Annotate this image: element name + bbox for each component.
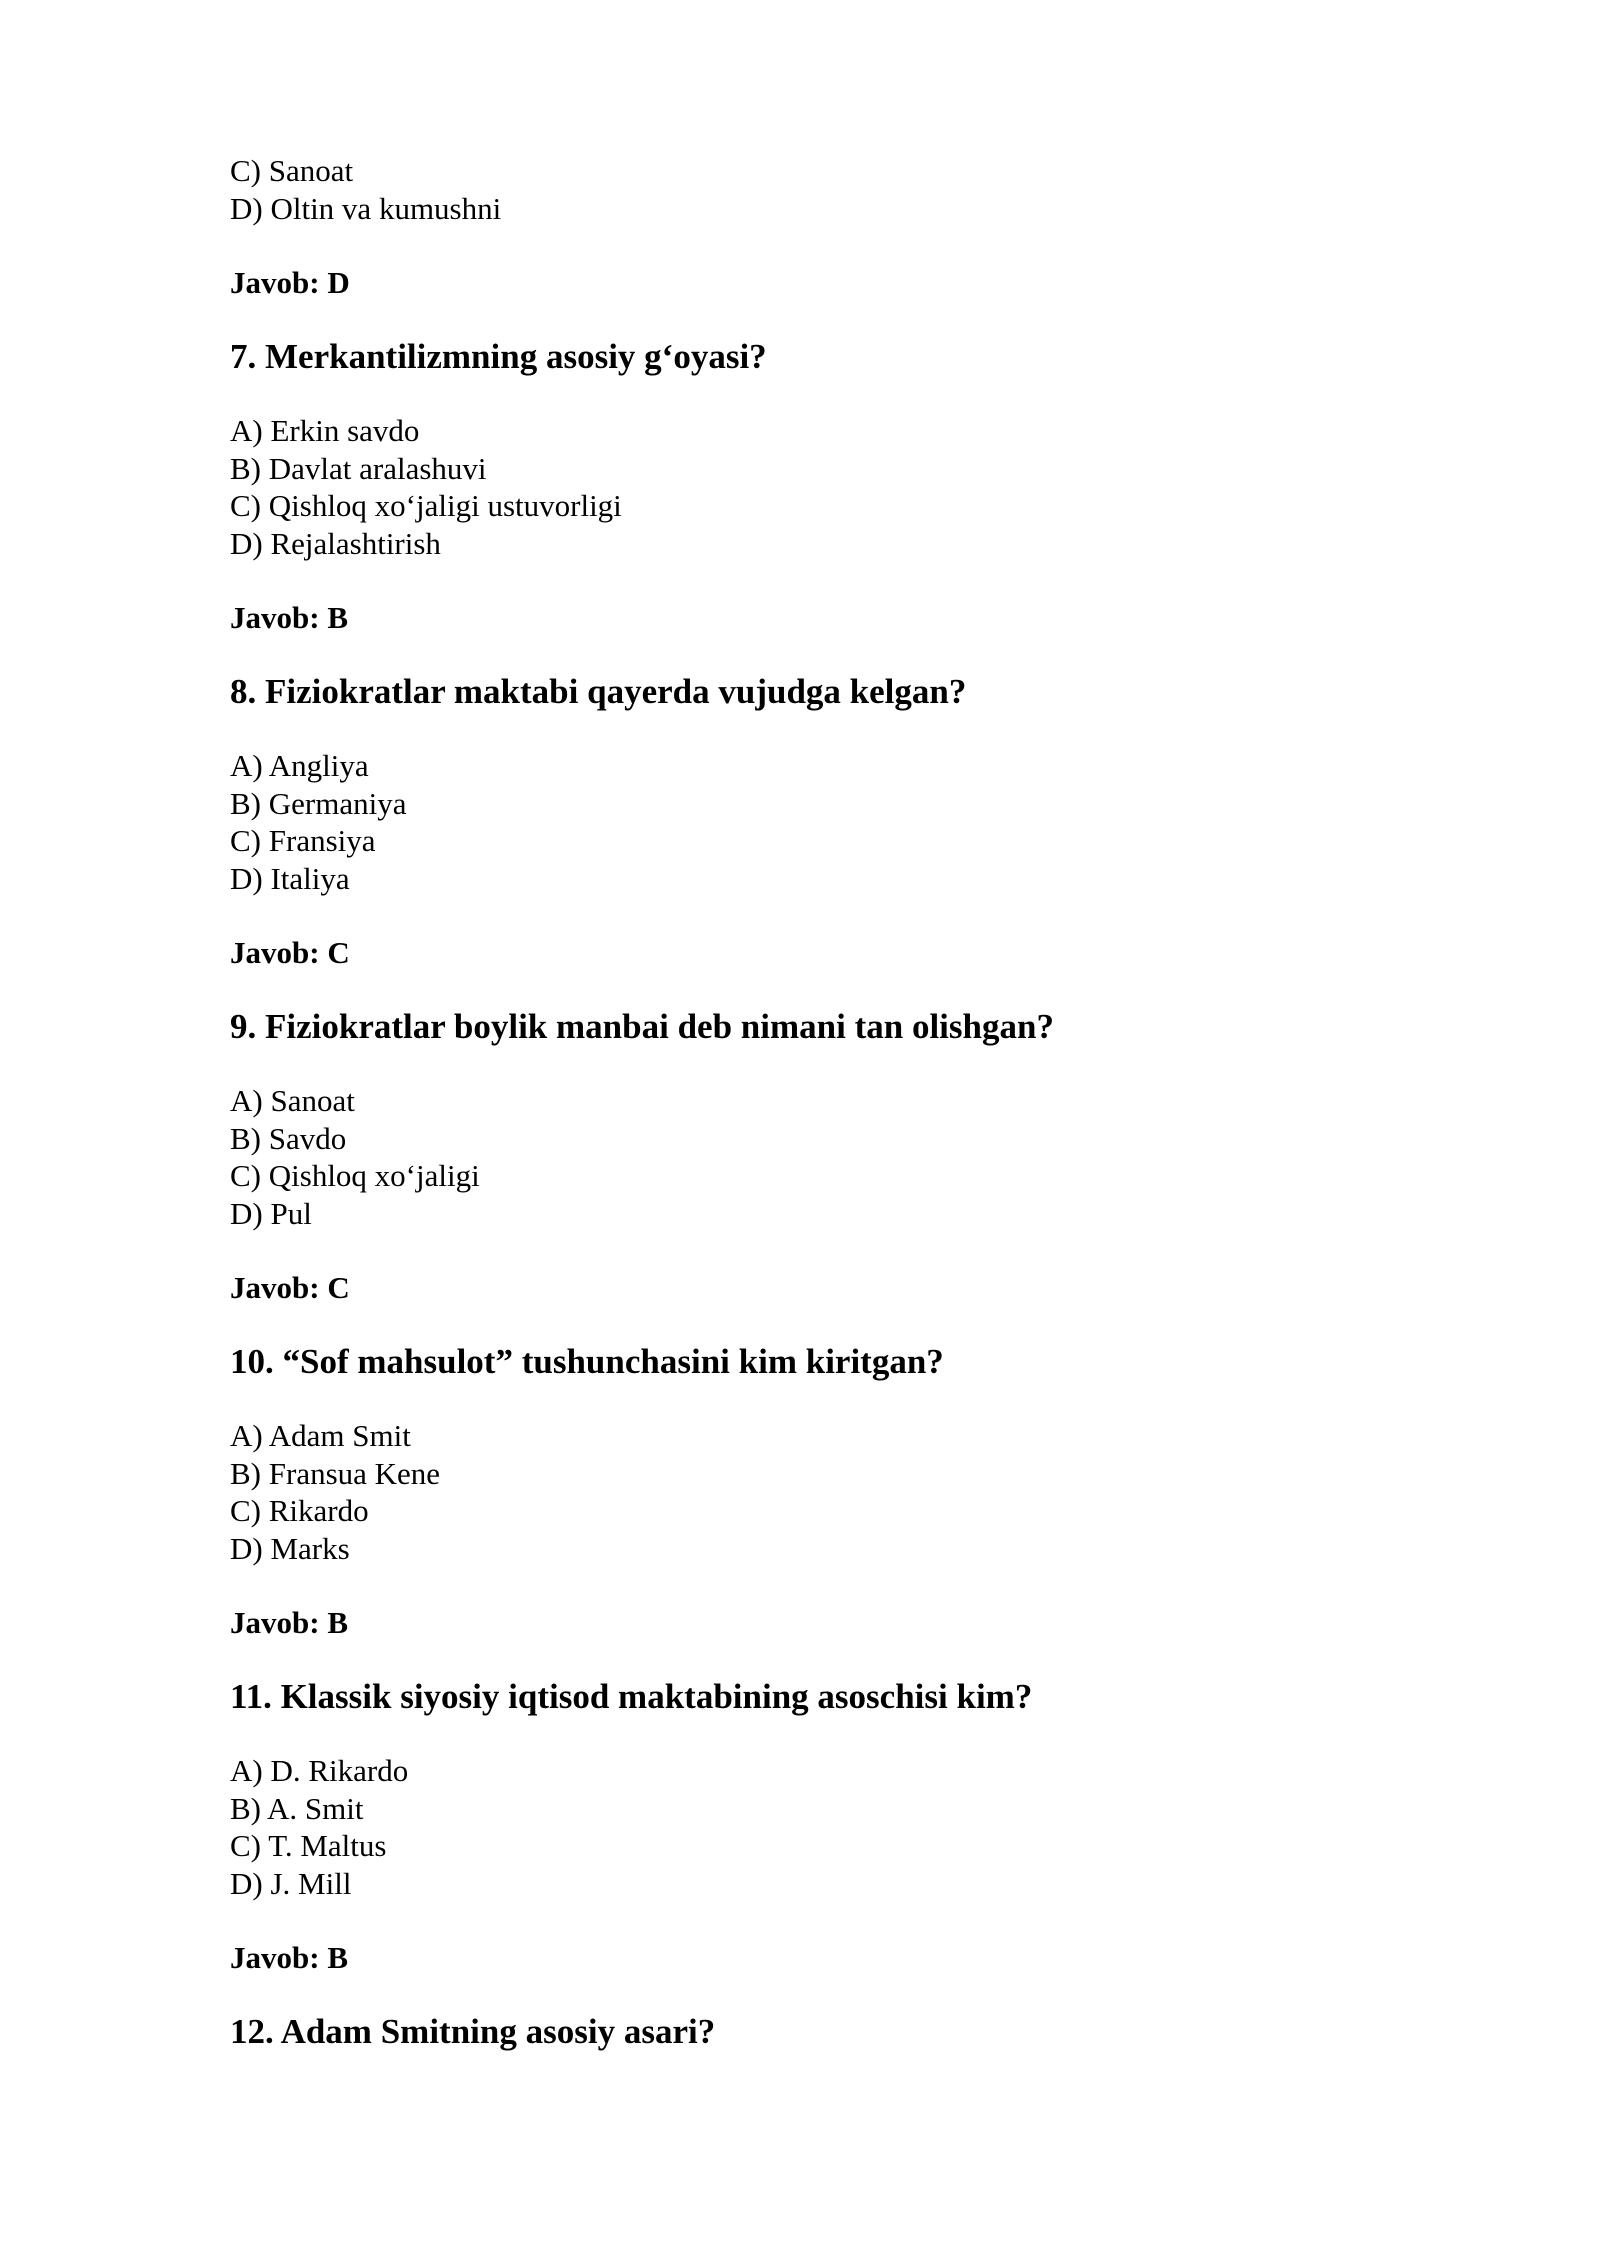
option-b: B) A. Smit <box>230 1790 364 1826</box>
option-d: D) Oltin va kumushni <box>230 190 502 226</box>
option-b: B) Germaniya <box>230 785 407 821</box>
answer-label: Javob: B <box>230 1605 348 1640</box>
answer-label: Javob: C <box>230 1270 350 1305</box>
answer-label: Javob: C <box>230 935 350 970</box>
option-c: C) Qishloq xo‘jaligi ustuvorligi <box>230 488 622 523</box>
option-a: A) Angliya <box>230 748 369 783</box>
question-title: 9. Fiziokratlar boylik manbai deb nimani tan olishgan? <box>230 1007 1054 1046</box>
answer-label: Javob: B <box>230 1940 348 1975</box>
answer-label: Javob: B <box>230 600 348 635</box>
option-c: C) T. Maltus <box>230 1828 387 1863</box>
question-title: 8. Fiziokratlar maktabi qayerda vujudga kelgan? <box>230 672 967 711</box>
option-d: D) J. Mill <box>230 1865 352 1901</box>
answer-label: Javob: D <box>230 265 350 300</box>
question-title: 10. “Sof mahsulot” tushunchasini kim kiritgan? <box>230 1342 944 1381</box>
option-a: A) D. Rikardo <box>230 1753 409 1788</box>
option-b: B) Davlat aralashuvi <box>230 450 487 486</box>
option-d: D) Marks <box>230 1530 350 1566</box>
option-d: D) Italiya <box>230 860 350 896</box>
question-title: 12. Adam Smitning asosiy asari? <box>230 2012 716 2051</box>
question-title: 7. Merkantilizmning asosiy g‘oyasi? <box>230 337 767 376</box>
option-b: B) Savdo <box>230 1120 347 1156</box>
option-c: C) Sanoat <box>230 153 354 188</box>
document-page <box>230 152 1430 2053</box>
option-d: D) Rejalashtirish <box>230 525 441 561</box>
option-d: D) Pul <box>230 1195 312 1231</box>
option-b: B) Fransua Kene <box>230 1455 441 1491</box>
option-c: C) Qishloq xo‘jaligi <box>230 1158 480 1193</box>
option-a: A) Sanoat <box>230 1083 355 1118</box>
option-a: A) Adam Smit <box>230 1418 411 1453</box>
question-title: 11. Klassik siyosiy iqtisod maktabining asoschisi kim? <box>230 1677 1033 1716</box>
option-c: C) Rikardo <box>230 1493 369 1528</box>
option-c: C) Fransiya <box>230 823 376 858</box>
option-a: A) Erkin savdo <box>230 413 420 448</box>
